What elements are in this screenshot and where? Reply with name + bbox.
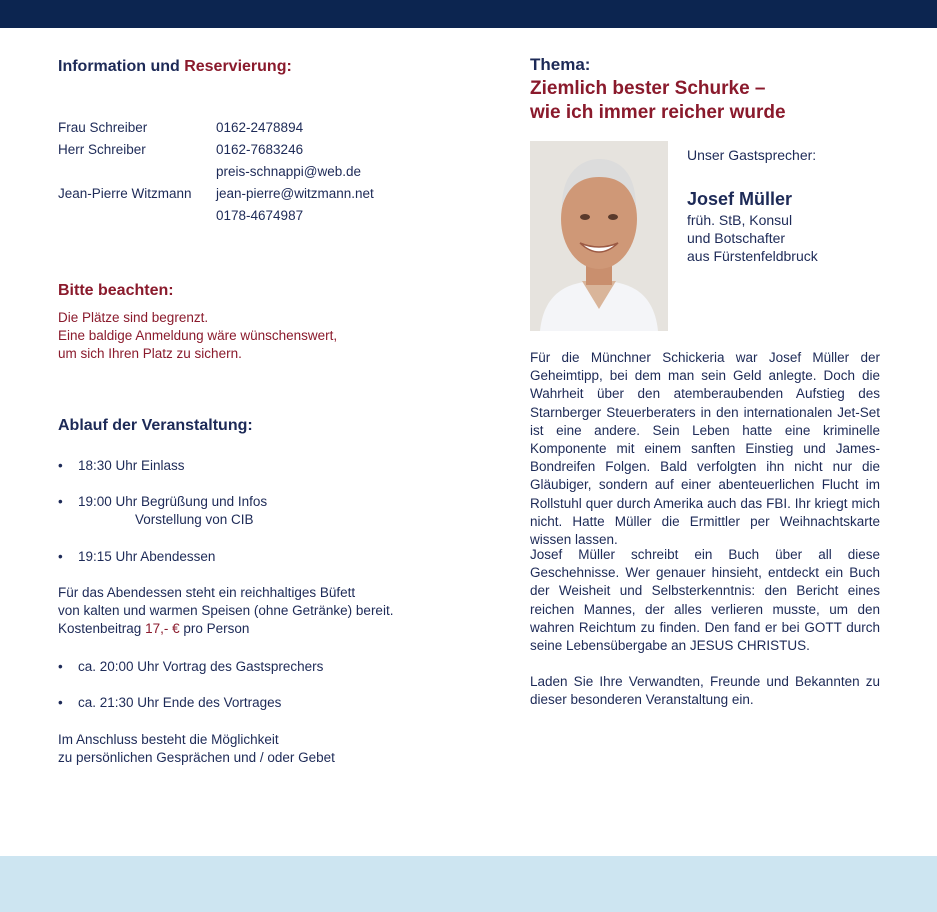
thema-title: Ziemlich bester Schurke – wie ich immer reicher wurde bbox=[530, 78, 786, 123]
paragraph-story: Für die Münchner Schickeria war Josef Müller der Geheimtipp, bei dem man sein Geld anlegte. Doch die Wahrheit über den atemberaubenden Aufstieg des Starnberger Steuerberaters in den internationalen Jet-Set ist eine andere. Sein Leben hatte eine kriminelle Komponente mit einem sanften Einstieg und James-Bondreifen Folgen. Bald verfolgten ihn nicht nur die Gläubiger, sondern auf einer abenteuerlichen Flucht im Rollstuhl quer durch Amerika auch das FBI. Ihr kriegt mich nicht. Hatte Müller die Ermittler per Weihnachtskarte wissen lassen. bbox=[530, 350, 880, 548]
speaker-photo bbox=[530, 141, 668, 331]
top-banner bbox=[0, 0, 937, 28]
schedule-item: • 19:00 Uhr Begrüßung und Infos bbox=[58, 494, 268, 509]
email-link[interactable]: preis-schnappi@web.de bbox=[216, 164, 362, 179]
note-text: Die Plätze sind begrenzt. Eine baldige Anmeldung wäre wünschenswert, um sich Ihren Platz zu sichern. bbox=[58, 310, 338, 361]
thema-label: Thema: bbox=[530, 55, 591, 74]
schedule-subitem: Vorstellung von CIB bbox=[135, 512, 254, 527]
schedule-item: • ca. 21:30 Uhr Ende des Vortrages bbox=[58, 695, 282, 710]
closing-text: Im Anschluss besteht die Möglichkeit zu persönlichen Gesprächen und / oder Gebet bbox=[58, 732, 335, 765]
schedule-item: • ca. 20:00 Uhr Vortrag des Gastsprechers bbox=[58, 659, 324, 674]
contact-row: Herr Schreiber 0162-7683246 bbox=[58, 142, 304, 157]
email-link[interactable]: jean-pierre@witzmann.net bbox=[216, 186, 374, 201]
paragraph-invitation: Laden Sie Ihre Verwandten, Freunde und Bekannten zu dieser besonderen Veranstaltung ein. bbox=[530, 674, 880, 708]
speaker-description: früh. StB, Konsul und Botschafter aus Fürstenfeldbruck bbox=[687, 212, 818, 264]
ablauf-heading: Ablauf der Veranstaltung: bbox=[58, 417, 253, 434]
paragraph-book: Josef Müller schreibt ein Buch über all diese Geschehnisse. Wer genauer hinsieht, entdeckt ein Buch der Weisheit und Selbsterkenntnis: den Bericht eines reichen Mannes, der alles verlieren musste, um den wahren Reichtum zu finden. Den fand er bei GOTT durch seine Lebensübergabe an JESUS CHRISTUS. bbox=[530, 547, 880, 654]
note-heading: Bitte beachten: bbox=[58, 282, 174, 299]
info-heading: Information und Reservierung: bbox=[58, 58, 292, 75]
dinner-info: Für das Abendessen steht ein reichhaltiges Büfett von kalten und warmen Speisen (ohne Getränke) bereit. Kostenbeitrag 17,- € pro Person bbox=[58, 585, 394, 636]
speaker-portrait-icon bbox=[530, 141, 668, 331]
contact-row: Frau Schreiber 0162-2478894 bbox=[58, 120, 304, 135]
speaker-intro: Unser Gastsprecher: bbox=[687, 147, 817, 163]
price: 17,- € bbox=[145, 621, 180, 636]
contact-row bbox=[58, 161, 361, 183]
schedule-item: • 19:15 Uhr Abendessen bbox=[58, 549, 216, 564]
contact-row: 0178-4674987 bbox=[216, 208, 304, 223]
contact-row: Jean-Pierre Witzmann jean-pierre@witzmann.net bbox=[58, 183, 374, 205]
bottom-banner bbox=[0, 856, 937, 912]
schedule-item: • 18:30 Uhr Einlass bbox=[58, 458, 185, 473]
speaker-name: Josef Müller bbox=[687, 189, 793, 209]
